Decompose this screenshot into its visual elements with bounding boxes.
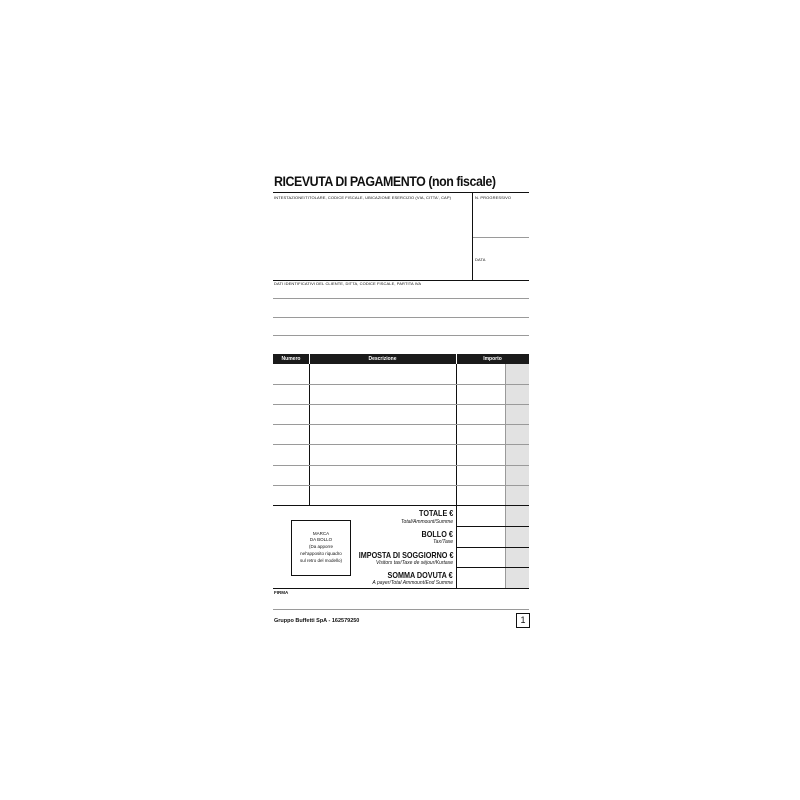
tourist-tax-rule — [456, 567, 529, 568]
publisher-footer: Gruppo Buffetti SpA - 162579250 — [274, 618, 360, 624]
cents-column-shade — [505, 364, 529, 588]
amount-due-sub: A payer/Total Ammount/End Summe — [372, 580, 453, 586]
column-header-numero: Numero — [281, 356, 301, 362]
client-label: DATI IDENTIFICATIVI DEL CLIENTE, DITTA, CODICE FISCALE, PARTITA IVA — [274, 281, 422, 286]
signature-line — [273, 609, 529, 610]
total-rule — [456, 526, 529, 527]
stamp-duty-label: BOLLO € — [421, 529, 453, 539]
stamp-line: DA BOLLO — [309, 537, 333, 542]
totals-bottom-rule — [273, 588, 529, 589]
header-separator — [309, 354, 310, 364]
stamp-line: (Da apporre — [308, 544, 333, 549]
stamp-line: sul retro del modello) — [299, 558, 343, 563]
stamp-duty-rule — [456, 547, 529, 548]
item-row-line — [273, 485, 529, 486]
issuer-label: INTESTAZIONE/TITOLARE, CODICE FISCALE, UBICAZIONE ESERCIZIO (VIA, CITTA', CAP) — [274, 195, 452, 200]
column-line-numero — [309, 364, 310, 505]
total-label: TOTALE € — [418, 508, 453, 518]
items-table-header — [273, 354, 529, 364]
receipt-form — [273, 174, 529, 628]
header-separator — [456, 354, 457, 364]
item-row-line — [273, 404, 529, 405]
page-number: 1 — [516, 613, 530, 628]
item-row-line — [273, 444, 529, 445]
client-line — [273, 298, 529, 299]
tourist-tax-sub: Visitors tax/Taxe de séjour/Kurtaxe — [376, 560, 453, 566]
client-line — [273, 335, 529, 336]
amount-due-label: SOMMA DOVUTA € — [387, 570, 453, 580]
column-line-cents — [505, 364, 506, 588]
item-row-line — [273, 465, 529, 466]
column-line-importo — [456, 364, 457, 588]
progressive-label: N. PROGRESSIVO — [475, 195, 512, 200]
client-line — [273, 317, 529, 318]
column-header-importo: Importo — [483, 356, 502, 362]
revenue-stamp-box — [291, 520, 351, 576]
signature-label: FIRMA — [274, 590, 289, 595]
tourist-tax-label: IMPOSTA DI SOGGIORNO € — [358, 550, 453, 560]
item-row-line — [273, 424, 529, 425]
progressive-divider — [473, 237, 529, 238]
stamp-line: MARCA — [312, 531, 330, 536]
stamp-duty-sub: Tax/Taxe — [433, 539, 453, 545]
item-row-line — [273, 384, 529, 385]
date-label: DATA — [475, 257, 486, 262]
items-bottom-rule — [273, 505, 529, 506]
total-sub: Total/Ammount/Summe — [400, 519, 453, 525]
column-header-descrizione: Descrizione — [368, 356, 397, 362]
stamp-line: nel'apposito riquadro — [300, 551, 342, 556]
receipt-title: RICEVUTA DI PAGAMENTO (non fiscale) — [274, 174, 496, 189]
issuer-section — [273, 192, 529, 281]
